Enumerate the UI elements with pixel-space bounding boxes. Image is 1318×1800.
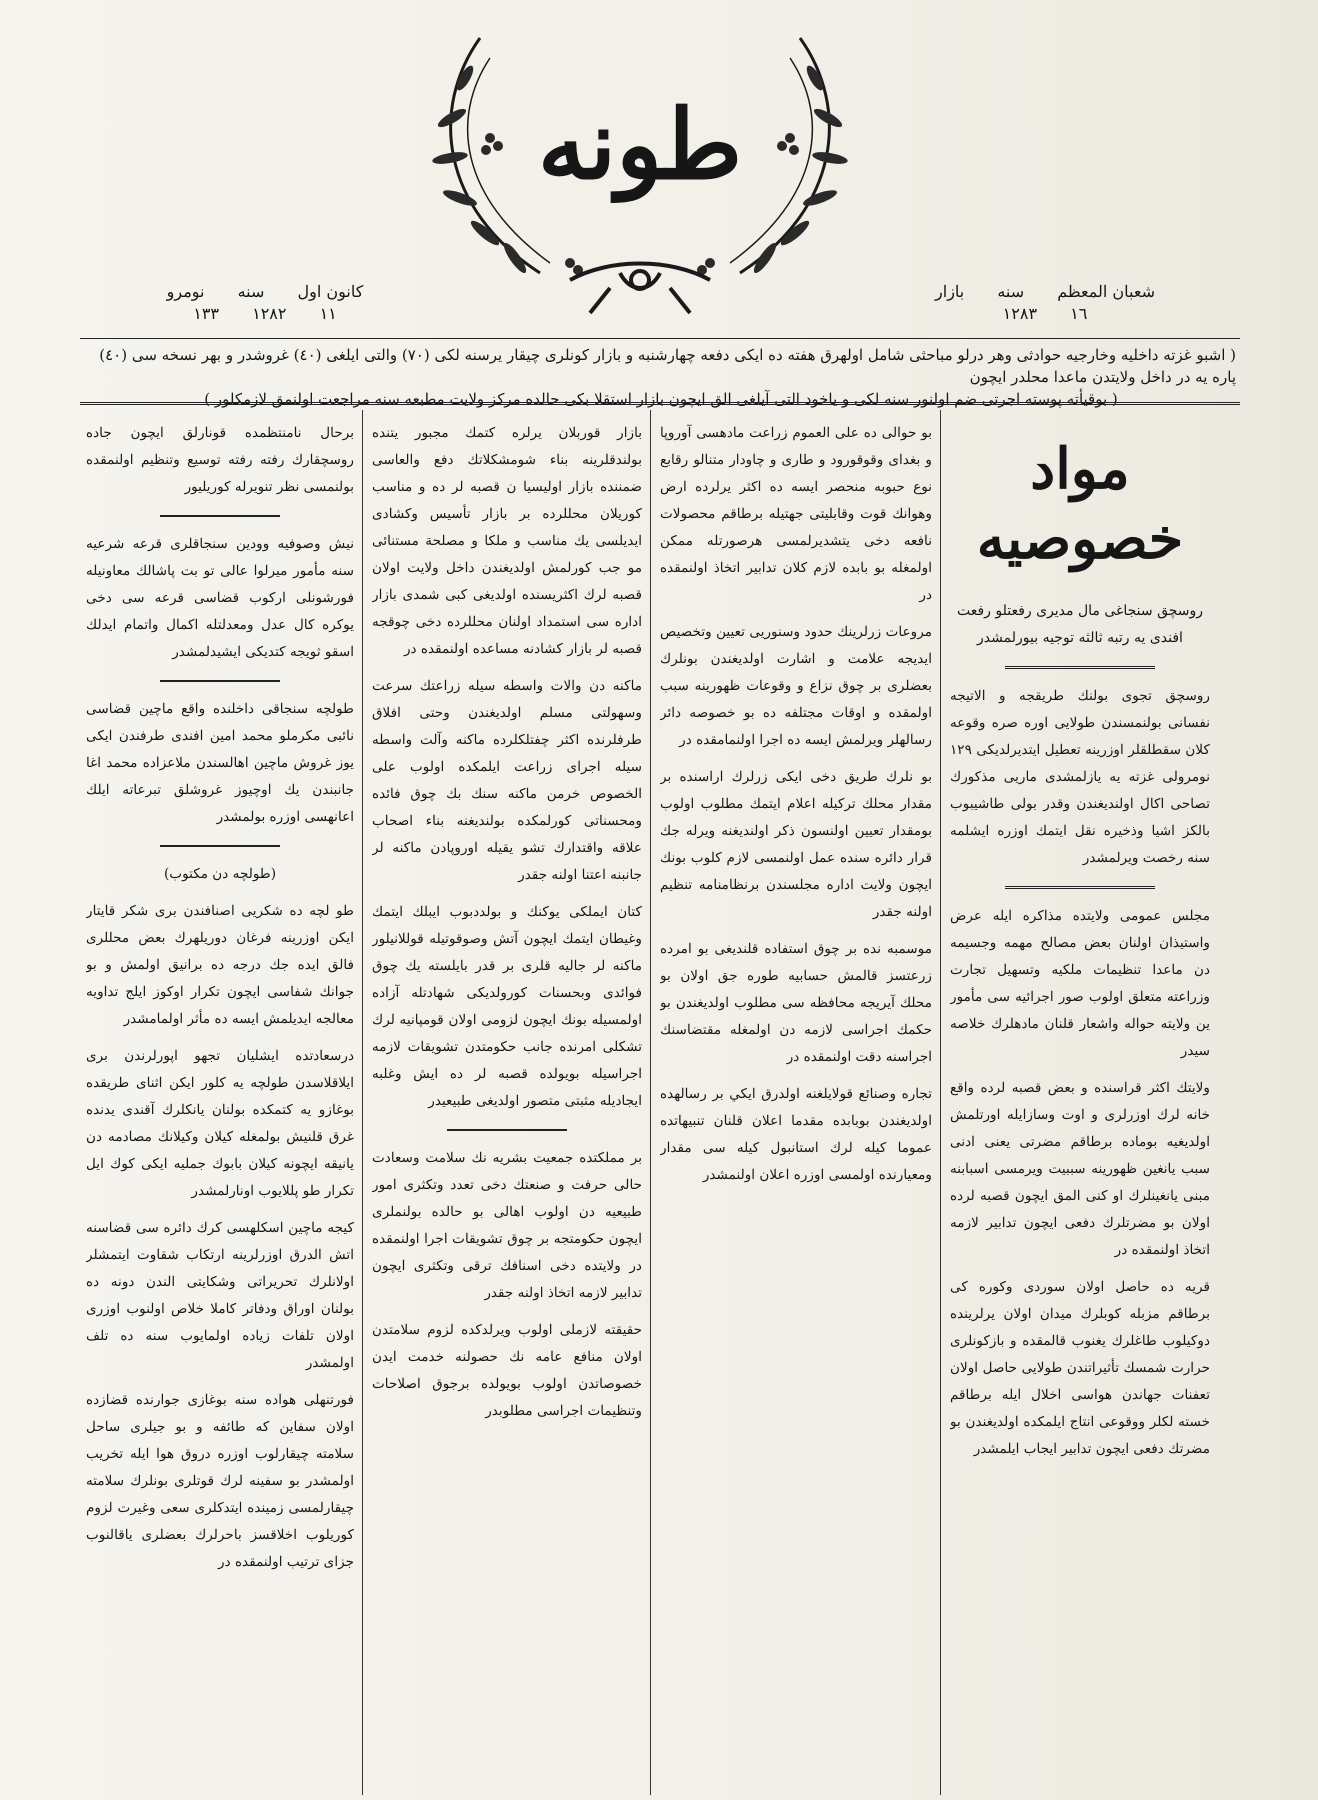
separator bbox=[160, 845, 280, 847]
article-paragraph: طو لچه ده شكريى اصنافندن برى شكر قايتار ايكن اوزرينه فرغان دوريلهرك بعض محللرى فالق ايده جك درجه ده برانيق اولمش و بو جوانك شفاسى ايچون تكرار اوكوز ايلج تداويه معالجه ايديلمش ايسه ده مأثر اولمامشدر bbox=[86, 903, 354, 1027]
column-3 bbox=[372, 420, 642, 1790]
dateline-day: بازار bbox=[935, 282, 965, 301]
article-paragraph: بو نلرك طريق دخى ايكى زرلرك اراسنده بر مقدار محلك تركيله اعلام ايتمك مطلوب اولوب بومقدار تعيين اولنسون ذكر اولنديغنه ويرله جك قرار دائره سنده عمل اولنمسى لازم كلوب بونك ايچون ولايت اداره مجلسندن برنظامنامه تنظيم اولنه جقدر bbox=[660, 769, 932, 920]
section-heading: مواد خصوصيه bbox=[976, 436, 1184, 572]
article-subheading: (طولچه دن مكتوب) bbox=[163, 866, 277, 882]
article-paragraph: طولچه سنجاقى داخلنده واقع ماچين قضاسى نائبى مكرملو محمد امين افندى طرفندن ايكى يوز غروش ماچين اهالسندن ملاعزاده محمد اغا جانبندن يك اوچيوز غروشلق تبرعاته ايلك اعانهسى اوزره بولمشدر bbox=[86, 701, 354, 825]
separator bbox=[1005, 886, 1155, 889]
separator bbox=[160, 515, 280, 517]
article-paragraph: مجلس عمومى ولايتده مذاكره ايله عرض واستيذان اولنان بعض مصالح مهمه وجسيمه دن ماعدا تنظيمات ملكيه وتسهيل تجارت وزراعته متعلق اولوب صور اجرائيه سى مأمور ين ولايته حواله واشعار قلنان مادهلرك خلاصه سيدر bbox=[950, 908, 1210, 1059]
article-paragraph: مروعات زرلرينك حدود وسنوريى تعيين وتخصيص ايديجه علامت و اشارت اولديغندن بونلرك بعضلرى بر چوق نزاع و وقوعات ظهورينه سبب اولمقده و اوقات مجتلفه ده بو خصوصه دائر رسالهلر ويرلمش ايسه ده اجرا اولنمامقده در bbox=[660, 624, 932, 748]
masthead bbox=[420, 18, 860, 318]
header-bottom-rule bbox=[80, 402, 1240, 405]
notice-line-1: ( اشبو غزته داخليه وخارجيه حوادثى وهر درلو مباحثى شامل اولهرق هفته ده ايكى دفعه چهارشنبه و بازار كونلرى چيقار يرسنه لكى (٧٠) والتى ايلغى (٤٠) غروشدر و بهر نسخه سى (٤٠) پاره يه در داخل ولايتدن ماعدا محلدر ايچون bbox=[99, 346, 1236, 386]
article-paragraph: قريه ده حاصل اولان سوردى وكوره كى برطاقم مزبله كوبلرك ميدان اولان يرلرينده دوكيلوب طاغلرك يغنوب قالمقده و بازكونلرى حرارت شمسك تأثيراتندن طولايى حاصل اولان تعفنات جهاندن هواسى اخلال ايله برطاقم خسته لكلر ووقوعى انتاج ايلمكده اولديغندن بو مضرتك دفعى ايچون تدابير ايجاب ايلمشدر bbox=[950, 1279, 1210, 1457]
article-paragraph: موسمبه نده بر چوق استفاده قلنديغى بو امرده زرعتسز قالمش حسابيه طوره جق اولان بو محلك آيريجه محافظه سى مطلوب اولديغندن بو حكمك اجراسى لازمه دن اولمغله مقتضاسنك اجراسنه دقت اولنمقده در bbox=[660, 941, 932, 1065]
dateline-left-month: كانون اول bbox=[297, 282, 364, 301]
article-paragraph: برحال نامنتظمده قونارلق ايچون جاده روسچقارك رفته رفته توسيع وتنظيم اولنمقده بولنمسى نظر تنويرله كوريليور bbox=[86, 425, 354, 495]
masthead-title: طونه bbox=[537, 88, 743, 201]
article-paragraph: بر مملكتده جمعيت بشريه نك سلامت وسعادت حالى حرفت و صنعتك دخى تعدد وتكثرى امور طبيعيه دن اولوب اهالى بو حالده بولنملرى ايچون حكومتجه بر چوق تشويقات اجرا اولنمقده در ولايتده دخى اسنافك ترقى وتكثرى ايچون تدابير لازمه اتخاذ اولنه جقدر bbox=[372, 1150, 642, 1301]
article-paragraph: كتان ايملكى يوكنك و بولددبوب ايبلك ايتمك وغيطان ايتمك ايچون آتش وصوقوتيله قوللانيلور ماكنه لر جاليه قلرى بر قدر بايلسته يك چوق فوائدى وبحسنات كورولديكى شهادتله آزاده اولمسيله بونك ايچون لزومى اولان قومپانيه لرك تشكلى امرنده جانب حكومتدن تشويقات لازمه اجراسيله بويولده قصبه لر ده ايش وغلبه ايجاديله مثبتى متصور اولديغى طبيعيدر bbox=[372, 904, 642, 1109]
article-paragraph: بو حوالى ده على العموم زراعت مادهسى آوروپا و بغداى وقوقورود و طارى و چاودار متنالو رقابع نوع حبوبه منحصر ايسه ده اكثر يرلرده ارض وهوانك قوت وقابليتى جهتيله برطاقم محصولات نافعه دخى يتشديرلمسى هرصورتله ممكن اولمغله بو بابده لازم كلان تدابير اتخاذ اولنمقده در bbox=[660, 425, 932, 603]
article-paragraph: نيش وصوفيه وودين سنجاقلرى قرعه شرعيه سنه مأمور ميرلوا عالى تو بت پاشالك معاونيله فورشونلى اركوب قضاسى قرعه سى دخى يوكره كال عدل ومعدلتله اكمال واتمام ايدلك اسقو ثويجه كتديكى ايشيدلمشدر bbox=[86, 536, 354, 660]
column-1 bbox=[950, 420, 1210, 1790]
separator bbox=[160, 680, 280, 682]
dateline-day-number: ١٦ bbox=[1070, 304, 1088, 323]
article-paragraph: تجاره وصنائع قولايلغنه اولدرق ايكي بر رسالهده اولديغندن بوبابده مقدما اعلان قلنان تنبيهاتده عموما كيله لرك استانبول كيله سى مقدار ومعيارنده اولمسى اوزره اعلان اولنمشدر bbox=[660, 1086, 932, 1183]
dateline-left-year: ١٢٨٢ bbox=[252, 304, 287, 323]
dateline-left bbox=[100, 282, 430, 301]
subscription-notice bbox=[86, 344, 1236, 410]
dateline-right bbox=[880, 282, 1210, 301]
article-paragraph: كيجه ماچين اسكلهسى كرك دائره سى قضاسنه اتش الدرق اوزرلرينه ارتكاب شقاوت ايتمشلر اولانلرك تحريراتى وشكايتى الندن دونه ده بولنان اوراق ودفاتر كاملا خلاص اولنوب اوزرى اولان تلفات زياده اولمايوب سنه ده تلف اولمشدر bbox=[86, 1220, 354, 1371]
separator bbox=[447, 1129, 567, 1131]
dateline-issue-label: نومرو bbox=[166, 282, 205, 301]
article-paragraph: ولايتك اكثر قراسنده و بعض قصبه لرده واقع خانه لرك اوزرلرى و اوت وسازايله اورتلمش اولديغيه بوماده برطاقم مضرتى يعنى ادنى سبب يانغين ظهورينه سببيت ويرمسى اسبابنه مبنى يانغينلرك او كنى المق ايچون قصبه لرده اولان بو مضرتلرك دفعى ايچون تدابير لازمه اتخاذ اولنمقده در bbox=[950, 1080, 1210, 1258]
article-paragraph: بازار قوربلان يرلره كتمك مجبور يتنده بولندقلرينه بناء شومشكلاتك دفع والعاسى ضمننده بازار اوليسيا ن قصبه لر ده و مناسب كوريلان محللرده بر بازار تأسيس وكشادى ايديلسى يك مناسب و ملكا و مصلحة مستنائى مو جب كورلمش اولديغندن داخل ولايت اولان قصبه لرك اكثريسنده اولديغى كبى شمدى بازار اداره سى استمداد اولنان محللرده دخى چوقجه قصبه لر بازار كشادنه مساعده اولنمقده در bbox=[372, 425, 642, 657]
article-paragraph: فورتنهلى هواده سنه بوغازى جوارنده قضازده اولان سفاين كه طائفه و بو جيلرى ساحل سلامته چيقارلوب اوزره دروق هوا ايله تخريب اولمشدر بو سفينه لرك قوتلرى بونلرك سلامته چيقارلمسى زمينده ايتدكلرى سعى وغيرت لزوم كوريلوب اخلاقسز باحرلرك بعضلرى ياقالنوب جزاى ترتيب اولنمقده در bbox=[86, 1392, 354, 1570]
dateline-year-label: سنه bbox=[997, 282, 1025, 301]
column-rule bbox=[940, 410, 941, 1795]
dateline-right-values bbox=[880, 304, 1210, 323]
dateline-issue-number: ١٣٣ bbox=[193, 304, 220, 323]
article-paragraph: ماكنه دن والات واسطه سيله زراعتك سرعت وسهولتى مسلم اولديغندن وحتى افلاق طرفلرنده اكثر چفتلكلرده ماكنه وآلت واسطه سيله اجراى زراعت ايلمكده اولوب على الخصوص خرمن ماكنه سنك بك چوق فائده ومحسناتى كورلمكده بولنديغنه بناء اصحاب علاقه واقتدارك تشو يقيله اوروپادن ماكنه لر جانبنه اعتنا اولنه جقدر bbox=[372, 678, 642, 883]
dateline-left-day: ١١ bbox=[319, 304, 337, 323]
notice-line-2: ( بوقيأته پوسته اجرتى ضم اولنور سنه لكى و ياخود التى آيلغى الق ايچون بازار استقلا بكى حالده مركز ولايت مطبعه سنه مراجعت اولنمق لازمكلور ) bbox=[204, 390, 1118, 408]
column-4 bbox=[86, 420, 354, 1790]
column-2 bbox=[660, 420, 932, 1790]
column-rule bbox=[650, 410, 651, 1795]
column-rule bbox=[362, 410, 363, 1795]
article-paragraph: حقيقته لازملى اولوب ويرلدكده لزوم سلامتدن اولان منافع عامه نك حصولنه خدمت ايدن خصوصاتدن اولوب بويولده برجوق اصلاحات وتنظيمات اجراسى مطلوبدر bbox=[372, 1322, 642, 1419]
top-rule bbox=[80, 338, 1240, 339]
article-paragraph: روسچق تجوى بولنك طريقجه و الاتيجه نفسانى بولنمسندن طولايى اوره صره وقوعه كلان سقطلقلر اوزرينه تعطيل ايتديرلديكى ١٢٩ نومرولى غزته يه يازلمشدى ماريى مذكورك تصاحى اكال اولنديغندن وقدر بولى طاشيبوب بالكز اشيا وذخيره نقل ايتمك اوزره ايشلمه سنه رخصت ويرلمشدر bbox=[950, 688, 1210, 866]
section-subheading: روسچق سنجاغى مال مديرى رفعتلو رفعت افندى يه رتبه ثالثه توجيه بيورلمشدر bbox=[956, 603, 1204, 646]
separator bbox=[1005, 666, 1155, 669]
dateline-month: شعبان المعظم bbox=[1057, 282, 1155, 301]
dateline-year: ١٢٨٣ bbox=[1002, 304, 1038, 323]
dateline-left-year-label: سنه bbox=[237, 282, 265, 301]
article-paragraph: درسعادتده ايشليان تجهو اپورلرندن برى ايلاقلاسدن طولچه يه كلور ايكن اثناى طريقده بوغازو يه كتمكده بولنان يانكلرك آقندى يدنده غرق قلنيش بولمغله كيلان وكيلانك مصادمه دن يانيقه ايچونه كيلان بابوك جمليه ايكى كوك ايل تكرار طو پللايوب اونارلمشدر bbox=[86, 1048, 354, 1199]
dateline-left-values bbox=[100, 304, 430, 323]
